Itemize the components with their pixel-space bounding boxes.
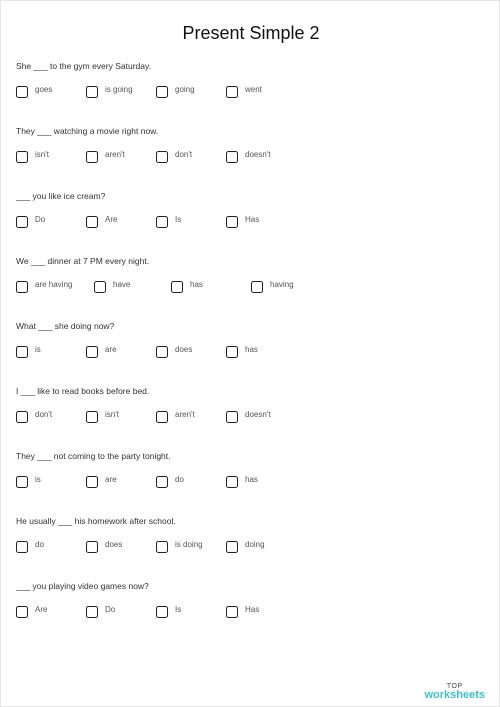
option-label: is xyxy=(35,344,41,354)
checkbox-icon[interactable] xyxy=(16,541,28,553)
question-8-option-3[interactable] xyxy=(156,541,203,553)
checkbox-icon[interactable] xyxy=(86,411,98,423)
question-4-option-1[interactable] xyxy=(16,281,72,293)
checkbox-icon[interactable] xyxy=(226,346,238,358)
checkbox-icon[interactable] xyxy=(86,541,98,553)
option-label: Is xyxy=(175,604,182,614)
question-3-option-3[interactable] xyxy=(156,216,181,228)
checkbox-icon[interactable] xyxy=(16,281,28,293)
checkbox-icon[interactable] xyxy=(226,86,238,98)
question-6-option-4[interactable] xyxy=(226,411,271,423)
question-5-text: What ___ she doing now? xyxy=(16,321,115,331)
question-4-option-4[interactable] xyxy=(251,281,294,293)
question-1-text: She ___ to the gym every Saturday. xyxy=(16,61,151,71)
question-1-option-4[interactable] xyxy=(226,86,262,98)
brand-logo xyxy=(424,683,485,701)
option-label: Are xyxy=(35,604,48,614)
checkbox-icon[interactable] xyxy=(16,151,28,163)
option-label: do xyxy=(175,474,184,484)
question-4-option-2[interactable] xyxy=(94,281,130,293)
option-label: doesn't xyxy=(245,149,271,159)
option-label: aren't xyxy=(105,149,125,159)
option-label: do xyxy=(35,539,44,549)
option-label: isn't xyxy=(35,149,49,159)
question-2-option-3[interactable] xyxy=(156,151,192,163)
question-7-option-2[interactable] xyxy=(86,476,117,488)
question-1-option-3[interactable] xyxy=(156,86,195,98)
option-label: are xyxy=(105,474,117,484)
option-label: don't xyxy=(35,409,53,419)
checkbox-icon[interactable] xyxy=(156,151,168,163)
option-label: is xyxy=(35,474,41,484)
question-2-option-4[interactable] xyxy=(226,151,271,163)
option-label: does xyxy=(105,539,123,549)
option-label: going xyxy=(175,84,195,94)
checkbox-icon[interactable] xyxy=(226,541,238,553)
option-label: aren't xyxy=(175,409,195,419)
question-6-option-1[interactable] xyxy=(16,411,52,423)
question-9-text: ___ you playing video games now? xyxy=(16,581,149,591)
option-label: has xyxy=(245,344,258,354)
option-label: doing xyxy=(245,539,265,549)
question-5-option-3[interactable] xyxy=(156,346,192,358)
question-8-text: He usually ___ his homework after school. xyxy=(16,516,176,526)
option-label: Do xyxy=(35,214,46,224)
question-3-option-2[interactable] xyxy=(86,216,117,228)
option-label: is doing xyxy=(175,539,203,549)
option-label: has xyxy=(245,474,258,484)
question-8-option-1[interactable] xyxy=(16,541,44,553)
question-2-text: They ___ watching a movie right now. xyxy=(16,126,159,136)
brand-logo-top: TOP xyxy=(446,683,463,690)
question-5-option-2[interactable] xyxy=(86,346,117,358)
option-label: having xyxy=(270,279,294,289)
page-title: Present Simple 2 xyxy=(182,23,320,43)
question-6-option-2[interactable] xyxy=(86,411,119,423)
question-4-option-3[interactable] xyxy=(171,281,203,293)
option-label: Is xyxy=(175,214,182,224)
option-label: Has xyxy=(245,214,260,224)
question-7-option-3[interactable] xyxy=(156,476,184,488)
checkbox-icon[interactable] xyxy=(156,476,168,488)
checkbox-icon[interactable] xyxy=(226,476,238,488)
question-7-text: They ___ not coming to the party tonight. xyxy=(16,451,171,461)
question-9-option-3[interactable] xyxy=(156,606,181,618)
question-8-option-2[interactable] xyxy=(86,541,122,553)
question-6-text: I ___ like to read books before bed. xyxy=(16,386,150,396)
question-3-option-4[interactable] xyxy=(226,216,259,228)
checkbox-icon[interactable] xyxy=(86,151,98,163)
option-label: has xyxy=(190,279,203,289)
option-label: doesn't xyxy=(245,409,271,419)
option-label: Do xyxy=(105,604,116,614)
checkbox-icon[interactable] xyxy=(226,151,238,163)
option-label: have xyxy=(113,279,131,289)
option-label: Are xyxy=(105,214,118,224)
checkbox-icon[interactable] xyxy=(86,476,98,488)
checkbox-icon[interactable] xyxy=(251,281,263,293)
option-label: are having xyxy=(35,279,73,289)
checkbox-icon[interactable] xyxy=(156,606,168,618)
checkbox-icon[interactable] xyxy=(171,281,183,293)
checkbox-icon[interactable] xyxy=(226,606,238,618)
question-5-option-4[interactable] xyxy=(226,346,258,358)
option-label: went xyxy=(245,84,262,94)
option-label: does xyxy=(175,344,193,354)
checkbox-icon[interactable] xyxy=(16,411,28,423)
brand-logo-bottom: worksheets xyxy=(424,689,485,701)
question-1-option-2[interactable] xyxy=(86,86,133,98)
question-9-option-1[interactable] xyxy=(16,606,47,618)
checkbox-icon[interactable] xyxy=(16,606,28,618)
option-label: are xyxy=(105,344,117,354)
checkbox-icon[interactable] xyxy=(86,606,98,618)
checkbox-icon[interactable] xyxy=(16,476,28,488)
question-6-option-3[interactable] xyxy=(156,411,195,423)
question-9-option-2[interactable] xyxy=(86,606,115,618)
option-label: is going xyxy=(105,84,133,94)
question-7-option-4[interactable] xyxy=(226,476,258,488)
checkbox-icon[interactable] xyxy=(226,216,238,228)
question-2-option-2[interactable] xyxy=(86,151,125,163)
checkbox-icon[interactable] xyxy=(226,411,238,423)
checkbox-icon[interactable] xyxy=(86,216,98,228)
checkbox-icon[interactable] xyxy=(86,346,98,358)
question-7-option-1[interactable] xyxy=(16,476,41,488)
option-label: Has xyxy=(245,604,260,614)
question-3-option-1[interactable] xyxy=(16,216,45,228)
checkbox-icon[interactable] xyxy=(94,281,106,293)
checkbox-icon[interactable] xyxy=(156,411,168,423)
question-3-text: ___ you like ice cream? xyxy=(16,191,106,201)
option-label: goes xyxy=(35,84,53,94)
question-5-option-1[interactable] xyxy=(16,346,41,358)
question-4-text: We ___ dinner at 7 PM every night. xyxy=(16,256,150,266)
question-9-option-4[interactable] xyxy=(226,606,259,618)
checkbox-icon[interactable] xyxy=(156,86,168,98)
checkbox-icon[interactable] xyxy=(156,541,168,553)
checkbox-icon[interactable] xyxy=(86,86,98,98)
option-label: don't xyxy=(175,149,193,159)
checkbox-icon[interactable] xyxy=(16,86,28,98)
checkbox-icon[interactable] xyxy=(156,346,168,358)
checkbox-icon[interactable] xyxy=(16,216,28,228)
checkbox-icon[interactable] xyxy=(16,346,28,358)
checkbox-icon[interactable] xyxy=(156,216,168,228)
question-1-option-1[interactable] xyxy=(16,86,52,98)
question-2-option-1[interactable] xyxy=(16,151,49,163)
question-8-option-4[interactable] xyxy=(226,541,265,553)
option-label: isn't xyxy=(105,409,119,419)
